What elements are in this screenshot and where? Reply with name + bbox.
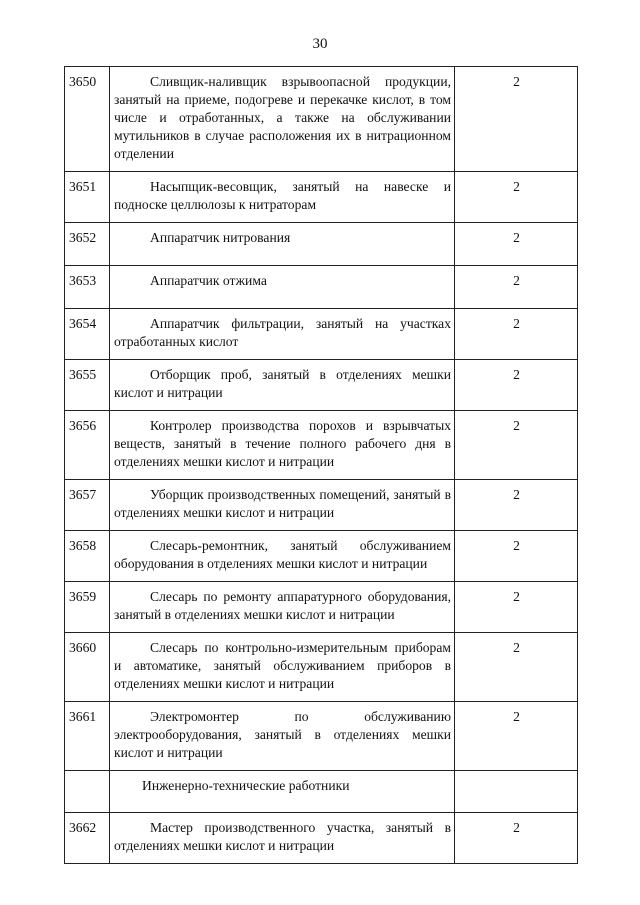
row-code: 3661 [65,702,110,771]
row-description-text: Аппаратчик нитрования [150,230,291,245]
row-code-empty [65,771,110,813]
page-number: 30 [312,36,328,52]
row-code: 3660 [65,633,110,702]
row-description-text: Слесарь по контрольно-измерительным приборам и автоматике, занятый обслуживанием приборов в отделениях мешки кислот и нитрации [114,640,451,691]
row-value: 2 [455,813,578,864]
row-description [110,582,455,633]
row-description [110,411,455,480]
row-description [110,223,455,266]
row-description [110,633,455,702]
table-row [65,531,578,582]
row-code: 3659 [65,582,110,633]
table-row [65,813,578,864]
row-description [110,309,455,360]
row-description-text: Контролер производства порохов и взрывчатых веществ, занятый в течение полного рабочего дня в отделениях мешки кислот и нитрации [114,418,451,469]
row-value: 2 [455,309,578,360]
table-row [65,411,578,480]
row-description-text: Насыпщик-весовщик, занятый на навеске и подноске целлюлозы к нитраторам [114,179,451,212]
section-heading-row [65,771,578,813]
table-row [65,67,578,172]
row-code: 3662 [65,813,110,864]
row-description [110,480,455,531]
row-value: 2 [455,702,578,771]
row-value: 2 [455,480,578,531]
row-value: 2 [455,67,578,172]
row-code: 3654 [65,309,110,360]
table-row [65,582,578,633]
row-value: 2 [455,266,578,309]
row-value: 2 [455,531,578,582]
row-description-text: Аппаратчик фильтрации, занятый на участках отработанных кислот [114,316,451,349]
positions-table [64,66,578,864]
row-value: 2 [455,633,578,702]
row-value: 2 [455,411,578,480]
table-row [65,223,578,266]
row-description [110,813,455,864]
row-description-text: Слесарь-ремонтник, занятый обслуживанием оборудования в отделениях мешки кислот и нитрации [114,538,451,571]
row-value: 2 [455,172,578,223]
row-description [110,67,455,172]
row-description-text: Сливщик-наливщик взрывоопасной продукции, занятый на приеме, подогреве и перекачке кислот, в том числе и отработанных, а также на обслуживании мутильников в случае расположения их в нитрационном отделении [114,74,451,161]
row-description-text: Мастер производственного участка, занятый в отделениях мешки кислот и нитрации [114,820,451,853]
row-code: 3657 [65,480,110,531]
table-row [65,309,578,360]
row-description-text: Уборщик производственных помещений, занятый в отделениях мешки кислот и нитрации [114,487,451,520]
table-row [65,702,578,771]
row-code: 3652 [65,223,110,266]
section-heading: Инженерно-технические работники [142,778,350,793]
table-row [65,266,578,309]
row-code: 3653 [65,266,110,309]
table-row [65,633,578,702]
table-row [65,360,578,411]
row-description [110,172,455,223]
row-value: 2 [455,223,578,266]
row-value: 2 [455,582,578,633]
row-value-empty [455,771,578,813]
row-description [110,531,455,582]
row-code: 3656 [65,411,110,480]
positions-table-body [65,67,578,864]
row-description-text: Электромонтер по обслуживанию электрооборудования, занятый в отделениях мешки кислот и нитрации [114,709,451,760]
row-description-text: Аппаратчик отжима [150,273,267,288]
row-code: 3658 [65,531,110,582]
row-description-text: Отборщик проб, занятый в отделениях мешки кислот и нитрации [114,367,451,400]
row-description [110,702,455,771]
table-row [65,480,578,531]
row-description-text: Слесарь по ремонту аппаратурного оборудования, занятый в отделениях мешки кислот и нитрации [114,589,451,622]
row-code: 3650 [65,67,110,172]
table-row [65,172,578,223]
row-value: 2 [455,360,578,411]
section-heading-cell [110,771,455,813]
row-code: 3655 [65,360,110,411]
row-description [110,266,455,309]
row-code: 3651 [65,172,110,223]
row-description [110,360,455,411]
